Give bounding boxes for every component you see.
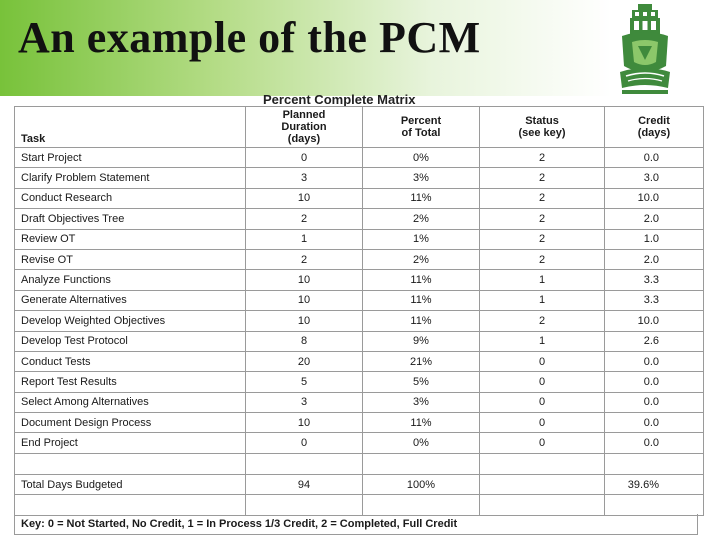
status-column-header: Status (see key)	[480, 107, 605, 148]
table-row	[15, 311, 704, 331]
status-cell: 2	[480, 188, 605, 208]
table-row	[15, 168, 704, 188]
task-cell: Report Test Results	[15, 372, 246, 392]
credit-cell: 0.0	[605, 372, 704, 392]
planned-column-header: Planned Duration (days)	[246, 107, 363, 148]
percent-cell: 11%	[363, 290, 480, 310]
percent-cell: 5%	[363, 372, 480, 392]
status-cell: 1	[480, 331, 605, 351]
table-row	[15, 413, 704, 433]
header-row	[15, 107, 704, 148]
table-row	[15, 433, 704, 453]
status-cell: 0	[480, 413, 605, 433]
task-cell: Conduct Tests	[15, 351, 246, 371]
credit-cell: 2.0	[605, 249, 704, 269]
status-cell: 0	[480, 372, 605, 392]
task-cell: Develop Test Protocol	[15, 331, 246, 351]
planned-cell: 2	[246, 249, 363, 269]
planned-cell: 1	[246, 229, 363, 249]
university-crest-logo	[610, 2, 680, 98]
credit-cell: 0.0	[605, 148, 704, 168]
status-cell: 0	[480, 351, 605, 371]
table-row	[15, 188, 704, 208]
credit-cell: 10.0	[605, 311, 704, 331]
table-row	[15, 290, 704, 310]
credit-cell: 3.3	[605, 290, 704, 310]
total-planned: 94	[246, 474, 363, 494]
task-cell: End Project	[15, 433, 246, 453]
planned-cell: 10	[246, 290, 363, 310]
credit-cell: 1.0	[605, 229, 704, 249]
status-cell: 1	[480, 290, 605, 310]
status-cell: 0	[480, 392, 605, 412]
planned-cell: 10	[246, 188, 363, 208]
status-cell: 2	[480, 229, 605, 249]
credit-column-header: Credit (days)	[605, 107, 704, 148]
task-cell: Clarify Problem Statement	[15, 168, 246, 188]
status-cell: 1	[480, 270, 605, 290]
percent-cell: 0%	[363, 148, 480, 168]
table-row	[15, 229, 704, 249]
credit-cell: 3.3	[605, 270, 704, 290]
credit-cell: 2.0	[605, 209, 704, 229]
table-row	[15, 392, 704, 412]
task-cell: Generate Alternatives	[15, 290, 246, 310]
status-cell: 2	[480, 168, 605, 188]
task-cell: Develop Weighted Objectives	[15, 311, 246, 331]
task-cell: Revise OT	[15, 249, 246, 269]
status-cell: 2	[480, 249, 605, 269]
table-row	[15, 372, 704, 392]
planned-cell: 0	[246, 148, 363, 168]
spacer-row	[15, 453, 704, 474]
percent-column-header: Percent of Total	[363, 107, 480, 148]
credit-cell: 2.6	[605, 331, 704, 351]
planned-cell: 2	[246, 209, 363, 229]
task-cell: Review OT	[15, 229, 246, 249]
task-cell: Document Design Process	[15, 413, 246, 433]
credit-cell: 0.0	[605, 392, 704, 412]
percent-cell: 9%	[363, 331, 480, 351]
slide-title: An example of the PCM	[18, 13, 481, 62]
total-label: Total Days Budgeted	[15, 474, 246, 494]
planned-cell: 20	[246, 351, 363, 371]
planned-cell: 3	[246, 168, 363, 188]
percent-cell: 1%	[363, 229, 480, 249]
total-row	[15, 474, 704, 494]
planned-cell: 8	[246, 331, 363, 351]
planned-cell: 3	[246, 392, 363, 412]
task-cell: Select Among Alternatives	[15, 392, 246, 412]
planned-cell: 10	[246, 270, 363, 290]
total-percent: 100%	[363, 474, 480, 494]
credit-cell: 0.0	[605, 351, 704, 371]
planned-cell: 10	[246, 311, 363, 331]
total-credit: 39.6%	[605, 474, 704, 494]
credit-cell: 10.0	[605, 188, 704, 208]
credit-cell: 0.0	[605, 433, 704, 453]
percent-cell: 11%	[363, 188, 480, 208]
percent-cell: 11%	[363, 270, 480, 290]
table-row	[15, 270, 704, 290]
status-cell: 2	[480, 148, 605, 168]
percent-cell: 0%	[363, 433, 480, 453]
percent-cell: 11%	[363, 311, 480, 331]
task-cell: Start Project	[15, 148, 246, 168]
percent-cell: 21%	[363, 351, 480, 371]
table-row	[15, 331, 704, 351]
table-row	[15, 249, 704, 269]
spacer-row	[15, 495, 704, 516]
percent-cell: 11%	[363, 413, 480, 433]
task-cell: Conduct Research	[15, 188, 246, 208]
table-row	[15, 351, 704, 371]
percent-complete-matrix	[14, 106, 704, 516]
total-status-empty	[480, 474, 605, 494]
task-column-header: Task	[15, 107, 246, 148]
planned-cell: 5	[246, 372, 363, 392]
percent-cell: 3%	[363, 392, 480, 412]
percent-cell: 2%	[363, 249, 480, 269]
credit-cell: 3.0	[605, 168, 704, 188]
planned-cell: 10	[246, 413, 363, 433]
percent-cell: 3%	[363, 168, 480, 188]
status-cell: 2	[480, 209, 605, 229]
percent-cell: 2%	[363, 209, 480, 229]
credit-cell: 0.0	[605, 413, 704, 433]
matrix-title: Percent Complete Matrix	[263, 92, 416, 107]
status-key: Key: 0 = Not Started, No Credit, 1 = In Process 1/3 Credit, 2 = Completed, Full Credit	[14, 514, 698, 535]
table-row	[15, 209, 704, 229]
table-row	[15, 148, 704, 168]
status-cell: 2	[480, 311, 605, 331]
task-cell: Draft Objectives Tree	[15, 209, 246, 229]
status-cell: 0	[480, 433, 605, 453]
task-cell: Analyze Functions	[15, 270, 246, 290]
planned-cell: 0	[246, 433, 363, 453]
